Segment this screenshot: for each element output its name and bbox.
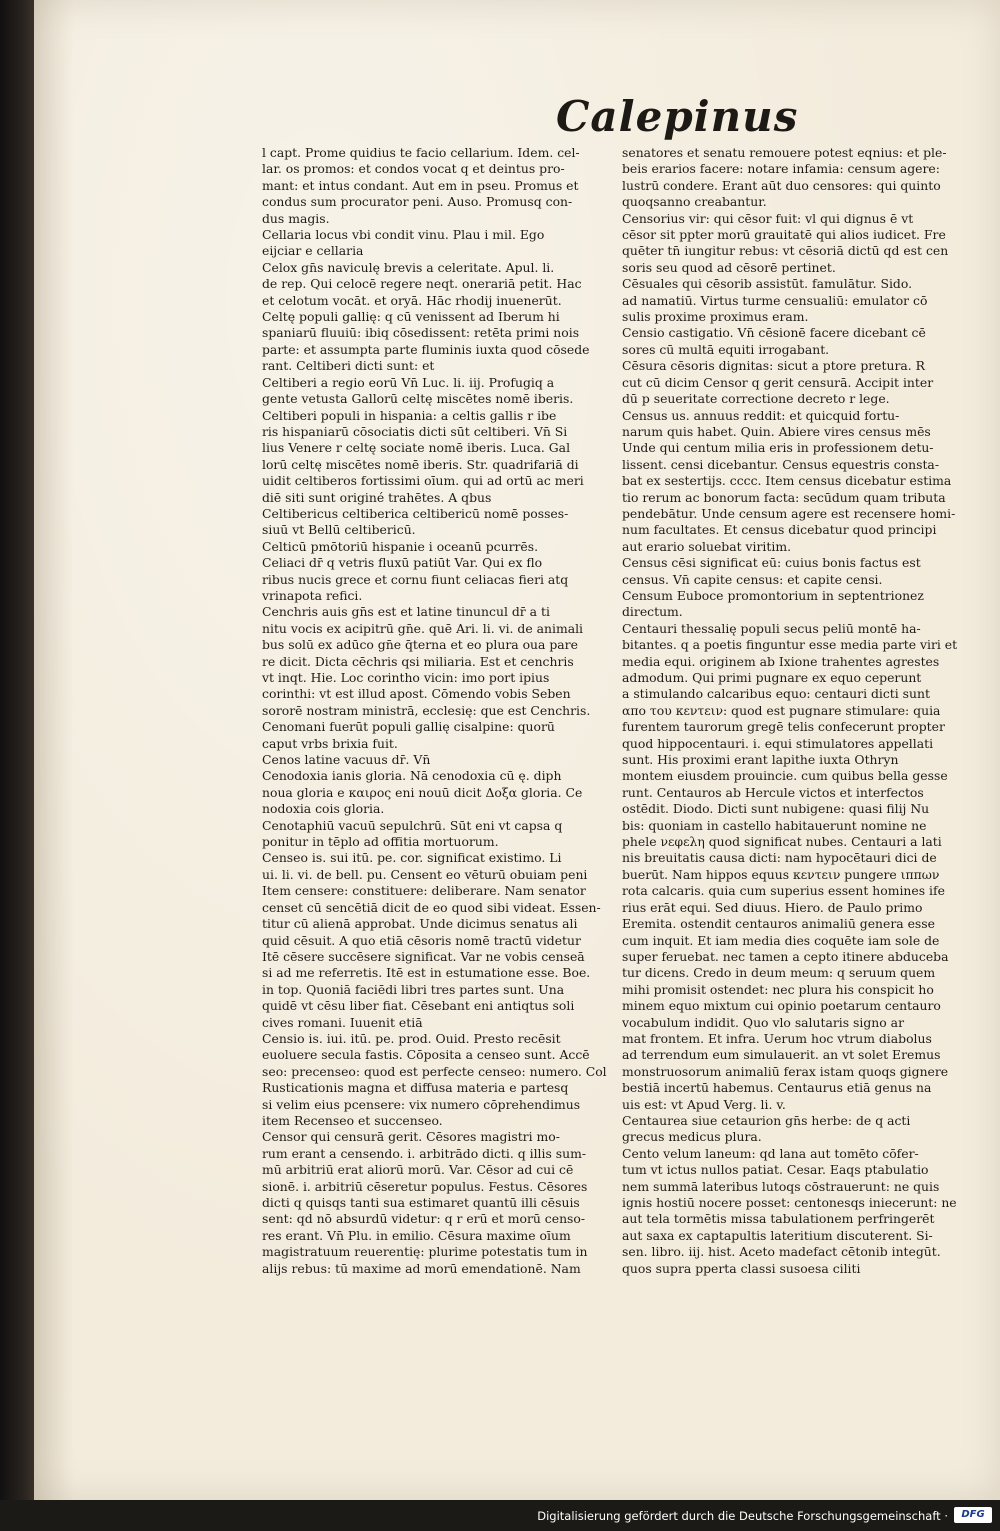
text-line: Celtiberi a regio eorū Vn̄ Luc. li. iij. Profugiq a (262, 374, 555, 390)
text-line: quos supra pperta classi susoesa ciliti (622, 1260, 861, 1276)
text-line: Eremita. ostendit centauros animaliū genera esse (622, 916, 935, 932)
text-line: Celticū pmōtoriū hispanie i oceanū pcurrēs. (262, 538, 539, 554)
text-line: Cēsura cēsoris dignitas: sicut a ptore pretura. R (622, 358, 925, 374)
text-line: re dicit. Dicta cēchris qsi miliaria. Est et cenchris (262, 653, 574, 669)
text-line: media equi. originem ab Ixione trahentes agrestes (622, 653, 940, 669)
text-line: corinthi: vt est illud apost. Cōmendo vobis Seben (262, 686, 571, 702)
text-line: sunt. His proximi erant lapithe iuxta Othryn (622, 752, 899, 768)
text-line: lustrū condere. Erant aūt duo censores: qui quinto (622, 177, 941, 193)
text-line: diē siti sunt originé trahētes. A qbus (262, 489, 492, 505)
text-line: nodoxia cois gloria. (262, 801, 385, 817)
text-line: item Recenseo et succenseo. (262, 1112, 443, 1128)
text-line: res erant. Vn̄ Plu. in emilio. Cēsura maxime oīum (262, 1227, 571, 1243)
text-line: Itē cēsere succēsere significat. Var ne vobis censeā (262, 948, 585, 964)
text-line: runt. Centauros ab Hercule victos et interfectos (622, 784, 924, 800)
text-line: spaniarū fluuiū: ibiq cōsedissent: retēta primi nois (262, 325, 580, 341)
text-line: censet cū sencētiā dicit de eo quod sibi videat. Essen- (262, 899, 601, 915)
right-text-column (622, 145, 984, 1277)
text-line: sores cū multā equiti irrogabant. (622, 341, 830, 357)
text-line: Censeo is. sui itū. pe. cor. significat existimo. Li (262, 850, 562, 866)
text-line: census. Vn̄ capite census: et capite censi. (622, 571, 883, 587)
text-line: siuū vt Bellū celtibericū. (262, 522, 416, 538)
text-line: condus sum procurator peni. Auso. Promusq con- (262, 194, 573, 210)
text-line: Celtiberi populi in hispania: a celtis gallis r ibe (262, 407, 557, 423)
text-line: Cēsuales qui cēsorib assistūt. famulātur. Sido. (622, 276, 913, 292)
text-line: pendebātur. Unde censum agere est recensere homi- (622, 505, 956, 521)
text-line: a stimulando calcaribus equo: centauri dicti sunt (622, 686, 930, 702)
text-line: nis breuitatis causa dicti: nam hypocētauri dici de (622, 850, 937, 866)
text-line: montem eiusdem prouincie. cum quibus bella gesse (622, 768, 948, 784)
text-line: bis: quoniam in castello habitauerunt nomine ne (622, 817, 927, 833)
text-line: lar. os promos: et condos vocat q et deintus pro- (262, 161, 565, 177)
text-line: mihi promisit ostendet: nec plura his conspicit ho (622, 981, 934, 997)
text-line: mat frontem. Et infra. Uerum hoc vtrum diabolus (622, 1030, 932, 1046)
text-line: Centauri thessalię populi secus peliū montē ha- (622, 620, 921, 636)
text-line: nitu vocis ex acipitrū gn̄e. quē Ari. li. vi. de animali (262, 620, 584, 636)
text-line: senatores et senatu remouere potest eqnius: et ple- (622, 145, 947, 160)
text-line: minem equo mixtum cui opinio poetarum centauro (622, 998, 941, 1014)
text-line: Censor qui censurā gerit. Cēsores magistri mo- (262, 1129, 560, 1145)
text-line: admodum. Qui primi pugnare ex equo ceperunt (622, 670, 922, 685)
text-line: Censum Euboce promontorium in septentrionez (622, 587, 924, 603)
text-line: Census cēsi significat eū: cuius bonis factus est (622, 555, 921, 571)
text-line: Rusticationis magna et diffusa materia e partesq (262, 1080, 569, 1096)
text-line: vt inqt. Hie. Loc corintho vicin: imo port ipius (262, 670, 550, 685)
text-line: lorū celtę miscētes nomē iberis. Str. quadrifariā di (262, 456, 579, 472)
text-line: quod hippocentauri. i. equi stimulatores appellati (622, 735, 934, 751)
text-line: parte: et assumpta parte fluminis iuxta quod cōsede (262, 341, 590, 357)
text-line: super feruebat. nec tamen a cepto itinere abduceba (622, 948, 949, 964)
text-line: mant: et intus condant. Aut em in pseu. Promus et (262, 177, 579, 193)
text-line: Celox gn̄s naviculę brevis a celeritate. Apul. li. (262, 259, 555, 275)
text-line: ui. li. vi. de bell. pu. Censent eo vēturū obuiam peni (262, 866, 588, 882)
book-page (34, 0, 1000, 1500)
text-line: eijciar e cellaria (262, 243, 364, 259)
text-line: ad terrendum eum simulauerit. an vt solet Eremus (622, 1047, 941, 1063)
text-line: soris seu quod ad cēsorē pertinet. (622, 259, 836, 275)
text-line: quoqsanno creabantur. (622, 194, 767, 210)
text-line: noua gloria e καιρος eni nouū dicit Δοξα gloria. Ce (262, 784, 583, 800)
funding-credit: Digitalisierung gefördert durch die Deutsche Forschungsgemeinschaft · (537, 1509, 948, 1523)
text-line: gente vetusta Gallorū celtę miscētes nomē iberis. (262, 391, 574, 407)
text-line: narum quis habet. Quin. Abiere vires census mēs (622, 423, 931, 439)
text-line: ponitur in tēplo ad offitia mortuorum. (262, 834, 499, 850)
text-line: num facultates. Et census dicebatur quod principi (622, 522, 937, 538)
text-line: alijs rebus: tū maxime ad morū emendationē. Nam (262, 1260, 581, 1276)
text-line: nem summā lateribus lutoqs cōstrauerunt: ne quis (622, 1178, 940, 1194)
text-line: cum inquit. Et iam media dies coquēte iam sole de (622, 932, 940, 948)
text-line: uis est: vt Apud Verg. li. v. (622, 1096, 786, 1112)
text-line: in top. Quoniā faciēdi libri tres partes sunt. Una (262, 981, 565, 997)
text-line: si ad me referretis. Itē est in estumatione esse. Boe. (262, 965, 591, 981)
text-line: quid cēsuit. A quo etiā cēsoris nomē tractū videtur (262, 932, 581, 948)
text-line: Cenodoxia ianis gloria. Nā cenodoxia cū ę. diph (262, 768, 562, 784)
text-line: sororē nostram ministrā, ecclesię: que est Cenchris. (262, 702, 591, 718)
text-line: euoluere secula fastis. Cōposita a censeo sunt. Accē (262, 1047, 590, 1063)
text-line: Cenomani fuerūt populi gallię cisalpine: quorū (262, 719, 555, 735)
text-line: απο του κεντειν: quod est pugnare stimulare: quia (622, 702, 941, 718)
text-line: magistratuum reuerentię: plurime potestatis tum in (262, 1244, 588, 1260)
text-line: directum. (622, 604, 683, 620)
text-line: vocabulum indidit. Quo vlo salutaris signo ar (622, 1014, 904, 1030)
text-line: Item censere: constituere: deliberare. Nam senator (262, 883, 586, 899)
text-line: aut tela tormētis missa tabulationem perfringerēt (622, 1211, 935, 1227)
text-line: tum vt ictus nullos patiat. Cesar. Eaqs ptabulatio (622, 1162, 929, 1178)
text-line: sent: qd nō absurdū videtur: q r erū et morū censo- (262, 1211, 586, 1227)
text-line: Cenos latine vacuus dr̄. Vn̄ (262, 752, 431, 768)
text-line: bestiā incertū habemus. Centaurus etiā genus na (622, 1080, 932, 1096)
text-line: Censorius vir: qui cēsor fuit: vl qui dignus ē vt (622, 210, 914, 226)
left-text-column (262, 145, 612, 1277)
text-line: Census us. annuus reddit: et quicquid fortu- (622, 407, 900, 423)
text-line: cut cū dicim Censor q gerit censurā. Accipit inter (622, 374, 934, 390)
text-line: dū p seueritate correctione decreto r lege. (622, 391, 890, 407)
text-line: Unde qui centum milia eris in professionem detu- (622, 440, 934, 456)
text-line: bitantes. q a poetis finguntur esse media parte viri et (622, 637, 958, 653)
text-line: bus solū ex adūco gn̄e q̄terna et eo plura oua pare (262, 637, 578, 653)
running-head: Calepinus (556, 92, 799, 141)
book-binding-edge (0, 0, 34, 1500)
text-line: buerūt. Nam hippos equus κεντειν pungere ιππων (622, 866, 940, 882)
text-line: caput vrbs brixia fuit. (262, 735, 398, 751)
text-line: dicti q quisqs tanti sua estimaret quantū illi cēsuis (262, 1195, 580, 1210)
text-line: seo: precenseo: quod est perfecte censeo: numero. Col (262, 1063, 607, 1079)
dfg-logo-icon: DFG (954, 1507, 992, 1523)
text-line: Centaurea siue cetaurion gn̄s herbe: de q acti (622, 1112, 911, 1128)
text-line: Celtibericus celtiberica celtibericū nomē posses- (262, 505, 569, 521)
text-line: quidē vt cēsu liber fiat. Cēsebant eni antiqtus soli (262, 998, 575, 1014)
text-line: si velim eius pcensere: vix numero cōprehendimus (262, 1096, 581, 1112)
text-line: furentem taurorum gregē telis confecerunt propter (622, 719, 945, 735)
viewer-footer (0, 1500, 1000, 1531)
text-line: Celtę populi gallię: q cū venissent ad Iberum hi (262, 309, 560, 325)
text-line: mū arbitriū erat aliorū morū. Var. Cēsor ad cui cē (262, 1162, 574, 1178)
text-line: ad namatiū. Virtus turme censualiū: emulator cō (622, 292, 928, 308)
text-line: monstruosorum animaliū ferax istam quoqs gignere (622, 1063, 949, 1079)
text-line: aut erario soluebat viritim. (622, 538, 792, 554)
text-line: cēsor sit ppter morū grauitatē qui alios iudicet. Fre (622, 227, 946, 243)
text-line: Celiaci dr̄ q vetris fluxū patiūt Var. Qui ex flo (262, 555, 543, 571)
text-line: ribus nucis grece et cornu fiunt celiacas fieri atq (262, 571, 569, 587)
text-line: Cellaria locus vbi condit vinu. Plau i mil. Ego (262, 227, 545, 243)
text-line: Censio is. iui. itū. pe. prod. Ouid. Presto recēsit (262, 1030, 561, 1046)
text-line: grecus medicus plura. (622, 1129, 762, 1145)
text-line: uidit celtiberos fortissimi oīum. qui ad ortū ac meri (262, 473, 584, 489)
text-line: beis erarios facere: notare infamia: censum agere: (622, 161, 940, 177)
text-line: aut saxa ex captapultis lateritium discuterent. Si- (622, 1227, 933, 1243)
text-line: vrinapota refici. (262, 587, 363, 603)
text-line: rius erāt equi. Sed diuus. Hiero. de Paulo primo (622, 899, 923, 915)
text-line: titur cū alienā approbat. Unde dicimus senatus ali (262, 916, 578, 932)
text-line: ris hispaniarū cōsociatis dicti sūt celtiberi. Vn̄ Si (262, 423, 568, 439)
text-line: Cenchris auis gn̄s est et latine tinuncul dr̄ a ti (262, 604, 550, 620)
text-line: rum erant a censendo. i. arbitrādo dicti. q illis sum- (262, 1145, 587, 1161)
text-line: phele νεφελη quod significat nubes. Centauri a lati (622, 834, 942, 850)
text-line: lius Venere r celtę sociate nomē iberis. Luca. Gal (262, 440, 571, 456)
text-line: sionē. i. arbitriū cēseretur populus. Festus. Cēsores (262, 1178, 588, 1194)
text-line: ostēdit. Diodo. Dicti sunt nubigene: quasi filij Nu (622, 801, 930, 817)
text-line: sulis proxime proximus eram. (622, 309, 809, 325)
text-line: Cenotaphiū vacuū sepulchrū. Sūt eni vt capsa q (262, 817, 563, 833)
text-line: l capt. Prome quidius te facio cellarium. Idem. cel- (262, 145, 580, 160)
text-line: bat ex sestertijs. cccc. Item census dicebatur estima (622, 473, 952, 489)
text-line: Cento velum laneum: qd lana aut tomēto cōfer- (622, 1145, 919, 1161)
text-line: lissent. censi dicebantur. Census equestris consta- (622, 456, 940, 472)
text-line: quēter tn̄ iungitur rebus: vt cēsoriā dictū qd est cen (622, 243, 949, 259)
text-line: tur dicens. Credo in deum meum: q seruum quem (622, 965, 936, 981)
text-line: cives romani. Iuuenit etiā (262, 1014, 423, 1030)
text-line: Censio castigatio. Vn̄ cēsionē facere dicebant cē (622, 325, 926, 341)
text-line: et celotum vocāt. et oryā. Hāc rhodij inuenerūt. (262, 292, 562, 308)
text-line: ignis hostiū nocere posset: centonesqs iniecerunt: ne (622, 1195, 957, 1210)
text-line: sen. libro. iij. hist. Aceto madefact cētonib integūt. (622, 1244, 941, 1260)
text-line: dus magis. (262, 210, 330, 226)
text-line: de rep. Qui celocē regere neqt. onerariā petit. Hac (262, 276, 582, 292)
text-line: rota calcaris. quia cum superius essent homines ife (622, 883, 945, 899)
text-line: tio rerum ac bonorum facta: secūdum quam tributa (622, 489, 946, 505)
text-line: rant. Celtiberi dicti sunt: et (262, 358, 435, 374)
